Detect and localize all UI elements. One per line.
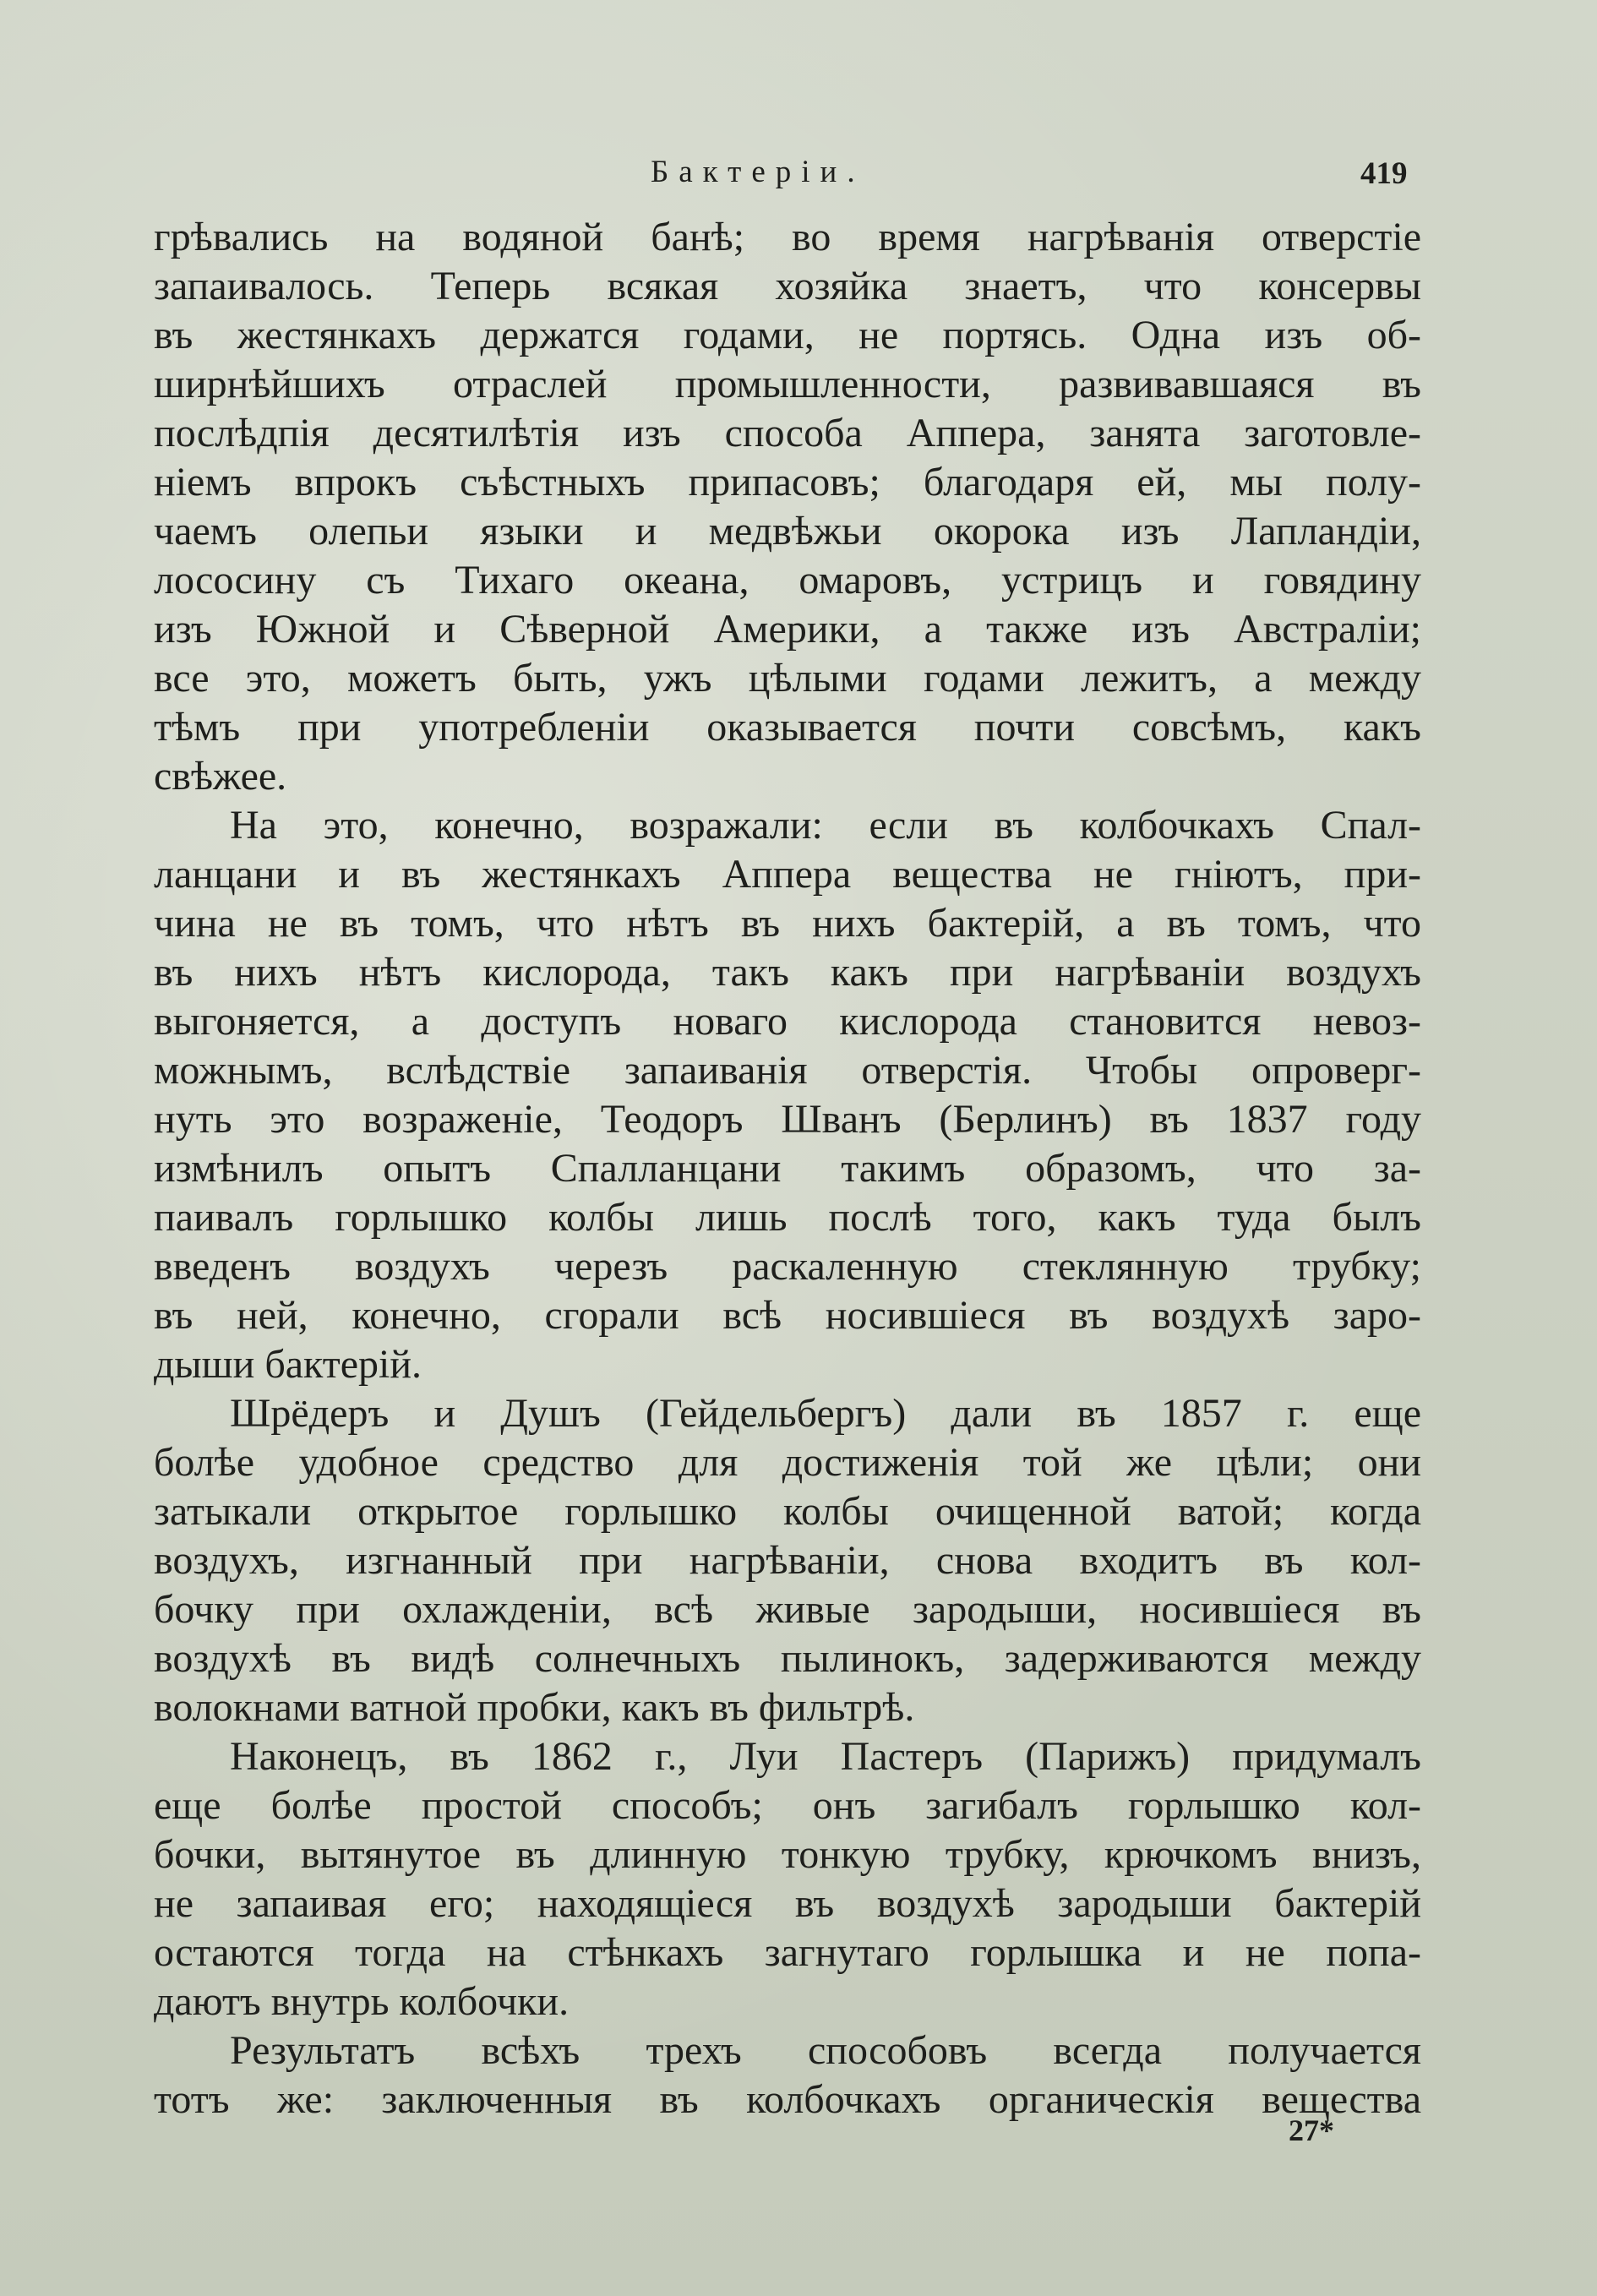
text-line: тотъ же: заключенныя въ колбочкахъ органическія вещества [154, 2077, 1421, 2122]
text-body [154, 213, 1421, 2124]
text-line: ширнѣйшихъ отраслей промышленности, развивавшаяся въ [154, 362, 1421, 406]
text-line: послѣдпія десятилѣтія изъ способа Аппера, занята заготовле- [154, 411, 1421, 455]
paragraph-end-line: дыши бактерій. [154, 1342, 422, 1387]
text-line: запаивалось. Теперь всякая хозяйка знаетъ, что консервы [154, 264, 1421, 308]
text-line: остаются тогда на стѣнкахъ загнутаго горлышка и не попа- [154, 1930, 1421, 1975]
text-line: бочку при охлажденіи, всѣ живые зародыши, носившіеся въ [154, 1587, 1421, 1632]
text-line: въ ней, конечно, сгорали всѣ носившіеся въ воздухѣ заро- [154, 1293, 1421, 1338]
page-number: 419 [1360, 156, 1408, 191]
paragraph-start-line: На это, конечно, возражали: если въ колбочкахъ Спал- [230, 803, 1421, 848]
text-line: лососину съ Тихаго океана, омаровъ, устрицъ и говядину [154, 558, 1421, 603]
text-line: воздухъ, изгнанный при нагрѣваніи, снова входитъ въ кол- [154, 1538, 1421, 1583]
text-line: затыкали открытое горлышко колбы очищенной ватой; когда [154, 1489, 1421, 1534]
text-line: изъ Южной и Сѣверной Америки, а также изъ Австраліи; [154, 607, 1421, 652]
paragraph-end-line: даютъ внутрь колбочки. [154, 1979, 570, 2024]
text-line: бочки, вытянутое въ длинную тонкую трубку, крючкомъ внизъ, [154, 1832, 1421, 1877]
text-line: въ жестянкахъ держатся годами, не портясь. Одна изъ об- [154, 313, 1421, 357]
paragraph-end-line: волокнами ватной пробки, какъ въ фильтрѣ. [154, 1685, 915, 1730]
text-line: все это, можетъ быть, ужъ цѣлыми годами лежитъ, а между [154, 656, 1421, 701]
signature-mark: 27* [1289, 2113, 1334, 2147]
text-line: чаемъ олепьи языки и медвѣжьи окорока изъ Лапландіи, [154, 509, 1421, 554]
text-line: нуть это возраженіе, Теодоръ Шванъ (Берлинъ) въ 1837 году [154, 1097, 1421, 1142]
running-title: Бактеріи. [651, 155, 865, 189]
paragraph-start-line: Наконецъ, въ 1862 г., Луи Пастеръ (Парижъ) придумалъ [230, 1734, 1421, 1779]
text-line: болѣе удобное средство для достиженія той же цѣли; они [154, 1440, 1421, 1485]
text-line: грѣвались на водяной банѣ; во время нагрѣванія отверстіе [154, 215, 1421, 259]
paragraph-end-line: свѣжее. [154, 754, 287, 799]
text-line: введенъ воздухъ черезъ раскаленную стеклянную трубку; [154, 1244, 1421, 1289]
text-line: въ нихъ нѣтъ кислорода, такъ какъ при нагрѣваніи воздухъ [154, 950, 1421, 995]
paragraph-start-line: Шрёдеръ и Душъ (Гейдельбергъ) дали въ 1857 г. еще [230, 1391, 1421, 1436]
text-line: чина не въ томъ, что нѣтъ въ нихъ бактерій, а въ томъ, что [154, 901, 1421, 946]
text-line: можнымъ, вслѣдствіе запаиванія отверстія. Чтобы опроверг- [154, 1048, 1421, 1093]
paragraph-start-line: Результатъ всѣхъ трехъ способовъ всегда получается [230, 2028, 1421, 2073]
text-line: паивалъ горлышко колбы лишь послѣ того, какъ туда былъ [154, 1195, 1421, 1240]
text-line: ніемъ впрокъ съѣстныхъ припасовъ; благодаря ей, мы полу- [154, 460, 1421, 504]
text-line: выгоняется, а доступъ новаго кислорода становится невоз- [154, 999, 1421, 1044]
text-line: воздухѣ въ видѣ солнечныхъ пылинокъ, задерживаются между [154, 1636, 1421, 1681]
text-line: еще болѣе простой способъ; онъ загибалъ горлышко кол- [154, 1783, 1421, 1828]
text-line: измѣнилъ опытъ Спалланцани такимъ образомъ, что за- [154, 1146, 1421, 1191]
text-line: тѣмъ при употребленіи оказывается почти совсѣмъ, какъ [154, 705, 1421, 750]
text-line: ланцани и въ жестянкахъ Аппера вещества не гніютъ, при- [154, 852, 1421, 897]
text-line: не запаивая его; находящіеся въ воздухѣ зародыши бактерій [154, 1881, 1421, 1926]
